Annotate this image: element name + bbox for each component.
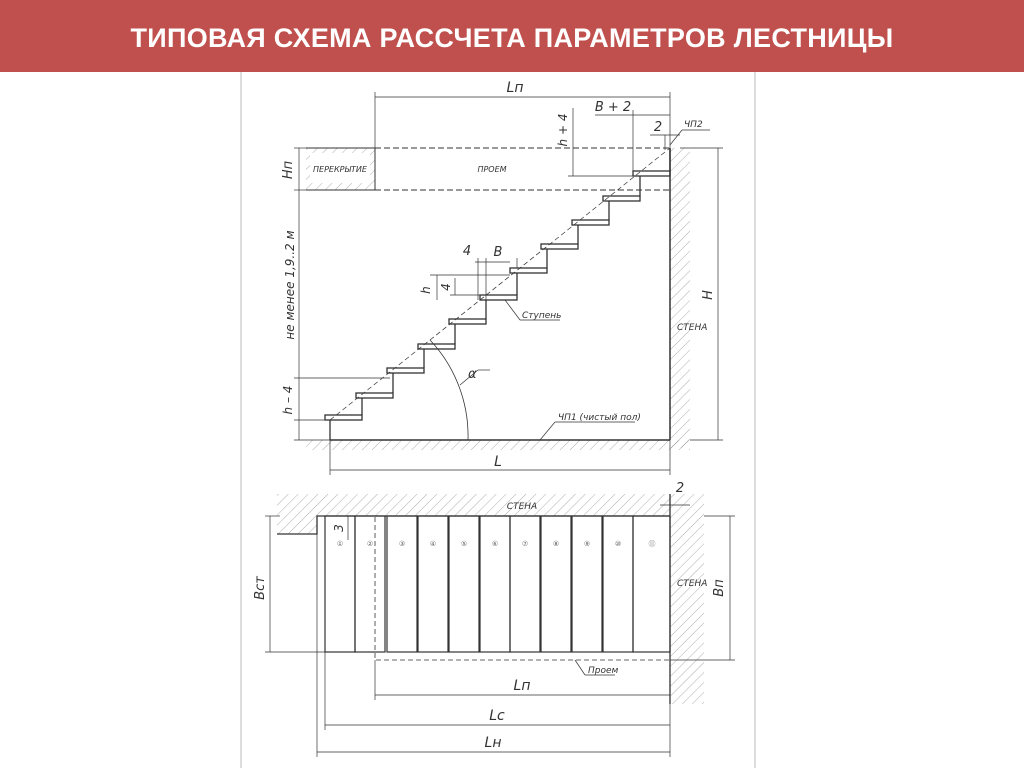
step-number: ⑨ [583,540,591,548]
dim-h-plus-4: h + 4 [556,113,570,147]
dim-l-bottom: L [494,454,502,470]
dim-min-height: не менее 1,9..2 м [283,230,297,340]
dim-lc: Lс [489,708,505,724]
step-number: ④ [429,540,437,548]
label-alpha: α [468,367,477,382]
label-perekrytie: ПЕРЕКРЫТИЕ [313,165,367,174]
dim-four-width: 4 [462,244,472,259]
label-wall-top: СТЕНА [506,502,538,512]
label-wall-right: СТЕНА [677,579,708,589]
step-number: ③ [398,540,406,548]
angle-arc [430,340,468,440]
label-proem-plan: Проем [588,666,619,676]
step-number: ⑥ [491,540,499,548]
dim-h-minus-4: h – 4 [281,385,295,415]
pitch-line [330,148,670,420]
label-wall-side: СТЕНА [677,323,708,333]
plan-left-wall [277,516,317,534]
plan-steps [325,516,670,652]
side-wall-hatch [670,148,690,448]
label-proem: ПРОЕМ [477,165,507,174]
label-step: Ступень [522,311,562,321]
plan-opening [375,516,670,660]
step-number: ⑪ [648,540,656,548]
dim-two-top: 2 [653,120,663,135]
dim-b-step: B [493,245,503,260]
label-chp1: ЧП1 (чистый пол) [558,413,641,423]
plan-view-labels [253,481,727,751]
dim-bst: Bст [253,576,268,600]
dim-bn: Bп [712,579,727,597]
step-number: ① [336,540,344,548]
plan-right-wall [670,494,704,704]
stair-risers [330,148,670,440]
dim-four-height: 4 [439,283,453,291]
dim-h-step: h [419,286,433,294]
step-number: ⑤ [460,540,468,548]
dim-hn: Hп [281,160,296,180]
floor-hatch [306,440,690,450]
plan-top-wall [277,494,670,516]
dim-lh: Lн [484,735,502,751]
dim-three: 3 [332,524,346,532]
page-title: ТИПОВАЯ СХЕМА РАССЧЕТА ПАРАМЕТРОВ ЛЕСТНИЦЫ [130,23,894,53]
step-number: ⑩ [614,540,622,548]
side-view [294,92,723,475]
step-number: ⑧ [552,540,560,548]
dim-ln-plan: Lп [513,678,531,694]
step-number: ⑦ [521,540,529,548]
dim-h-total: H [701,290,716,300]
dim-ln-top: Lп [506,80,524,96]
dim-b-plus-2: B + 2 [594,100,632,115]
step-number: ② [366,540,374,548]
dim-two-plan: 2 [675,481,685,496]
label-chp2: ЧП2 [684,120,703,130]
